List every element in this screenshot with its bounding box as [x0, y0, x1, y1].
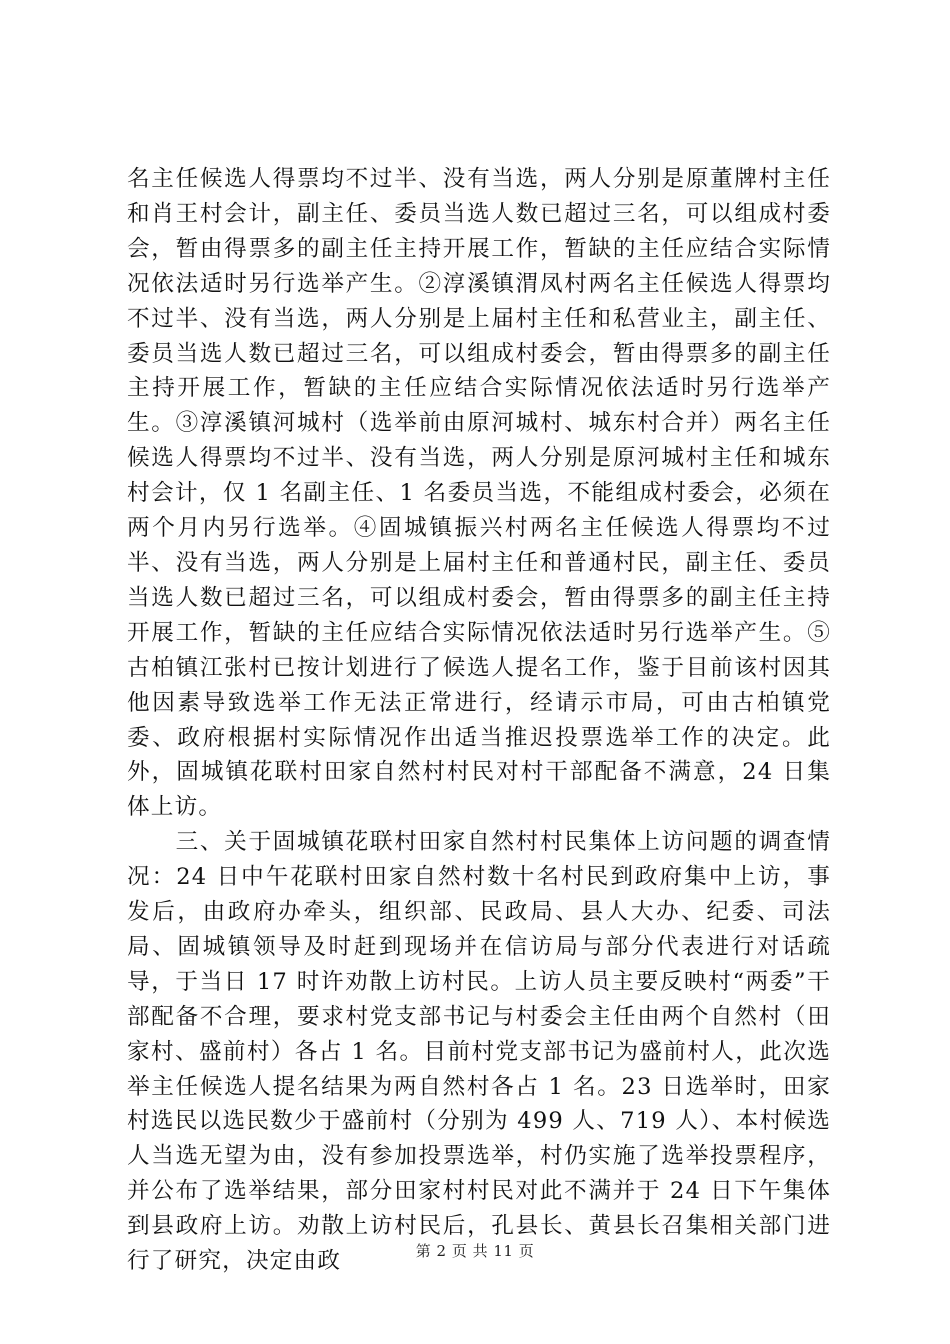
- paragraph-1: 名主任候选人得票均不过半、没有当选，两人分别是原董牌村主任和肖王村会计，副主任、委员当选人数已超过三名，可以组成村委会，暂由得票多的副主任主持开展工作，暂缺的主任应结合实际情况依法适时另行选举产生。②淳溪镇渭凤村两名主任候选人得票均不过半、没有当选，两人分别是上届村主任和私营业主，副主任、委员当选人数已超过三名，可以组成村委会，暂由得票多的副主任主持开展工作，暂缺的主任应结合实际情况依法适时另行选举产生。③淳溪镇河城村（选举前由原河城村、城东村合并）两名主任候选人得票均不过半、没有当选，两人分别是原河城村主任和城东村会计，仅 1 名副主任、1 名委员当选，不能组成村委会，必须在两个月内另行选举。④固城镇振兴村两名主任候选人得票均不过半、没有当选，两人分别是上届村主任和普通村民，副主任、委员当选人数已超过三名，可以组成村委会，暂由得票多的副主任主持开展工作，暂缺的主任应结合实际情况依法适时另行选举产生。⑤古柏镇江张村已按计划进行了候选人提名工作，鉴于目前该村因其他因素导致选举工作无法正常进行，经请示市局，可由古柏镇党委、政府根据村实际情况作出适当推迟投票选举工作的决定。此外，固城镇花联村田家自然村村民对村干部配备不满意，24 日集体上访。: [127, 166, 831, 821]
- paragraph-2: 三、关于固城镇花联村田家自然村村民集体上访问题的调查情况：24 日中午花联村田家自然村数十名村民到政府集中上访，事发后，由政府办牵头，组织部、民政局、县人大办、纪委、司法局、固城镇领导及时赶到现场并在信访局与部分代表进行对话疏导，于当日 17 时许劝散上访村民。上访人员主要反映村“两委”干部配备不合理，要求村党支部书记与村委会主任由两个自然村（田家村、盛前村）各占 1 名。目前村党支部书记为盛前村人，此次选举主任候选人提名结果为两自然村各占 1 名。23 日选举时，田家村选民以选民数少于盛前村（分别为 499 人、719 人）、本村候选人当选无望为由，没有参加投票选举，村仍实施了选举投票程序，并公布了选举结果，部分田家村村民对此不满并于 24 日下午集体到县政府上访。劝散上访村民后，孔县长、黄县长召集相关部门进行了研究，决定由政: [127, 829, 831, 1275]
- document-body: [127, 162, 831, 1279]
- page-number-footer: 第 2 页 共 11 页: [415, 1242, 535, 1260]
